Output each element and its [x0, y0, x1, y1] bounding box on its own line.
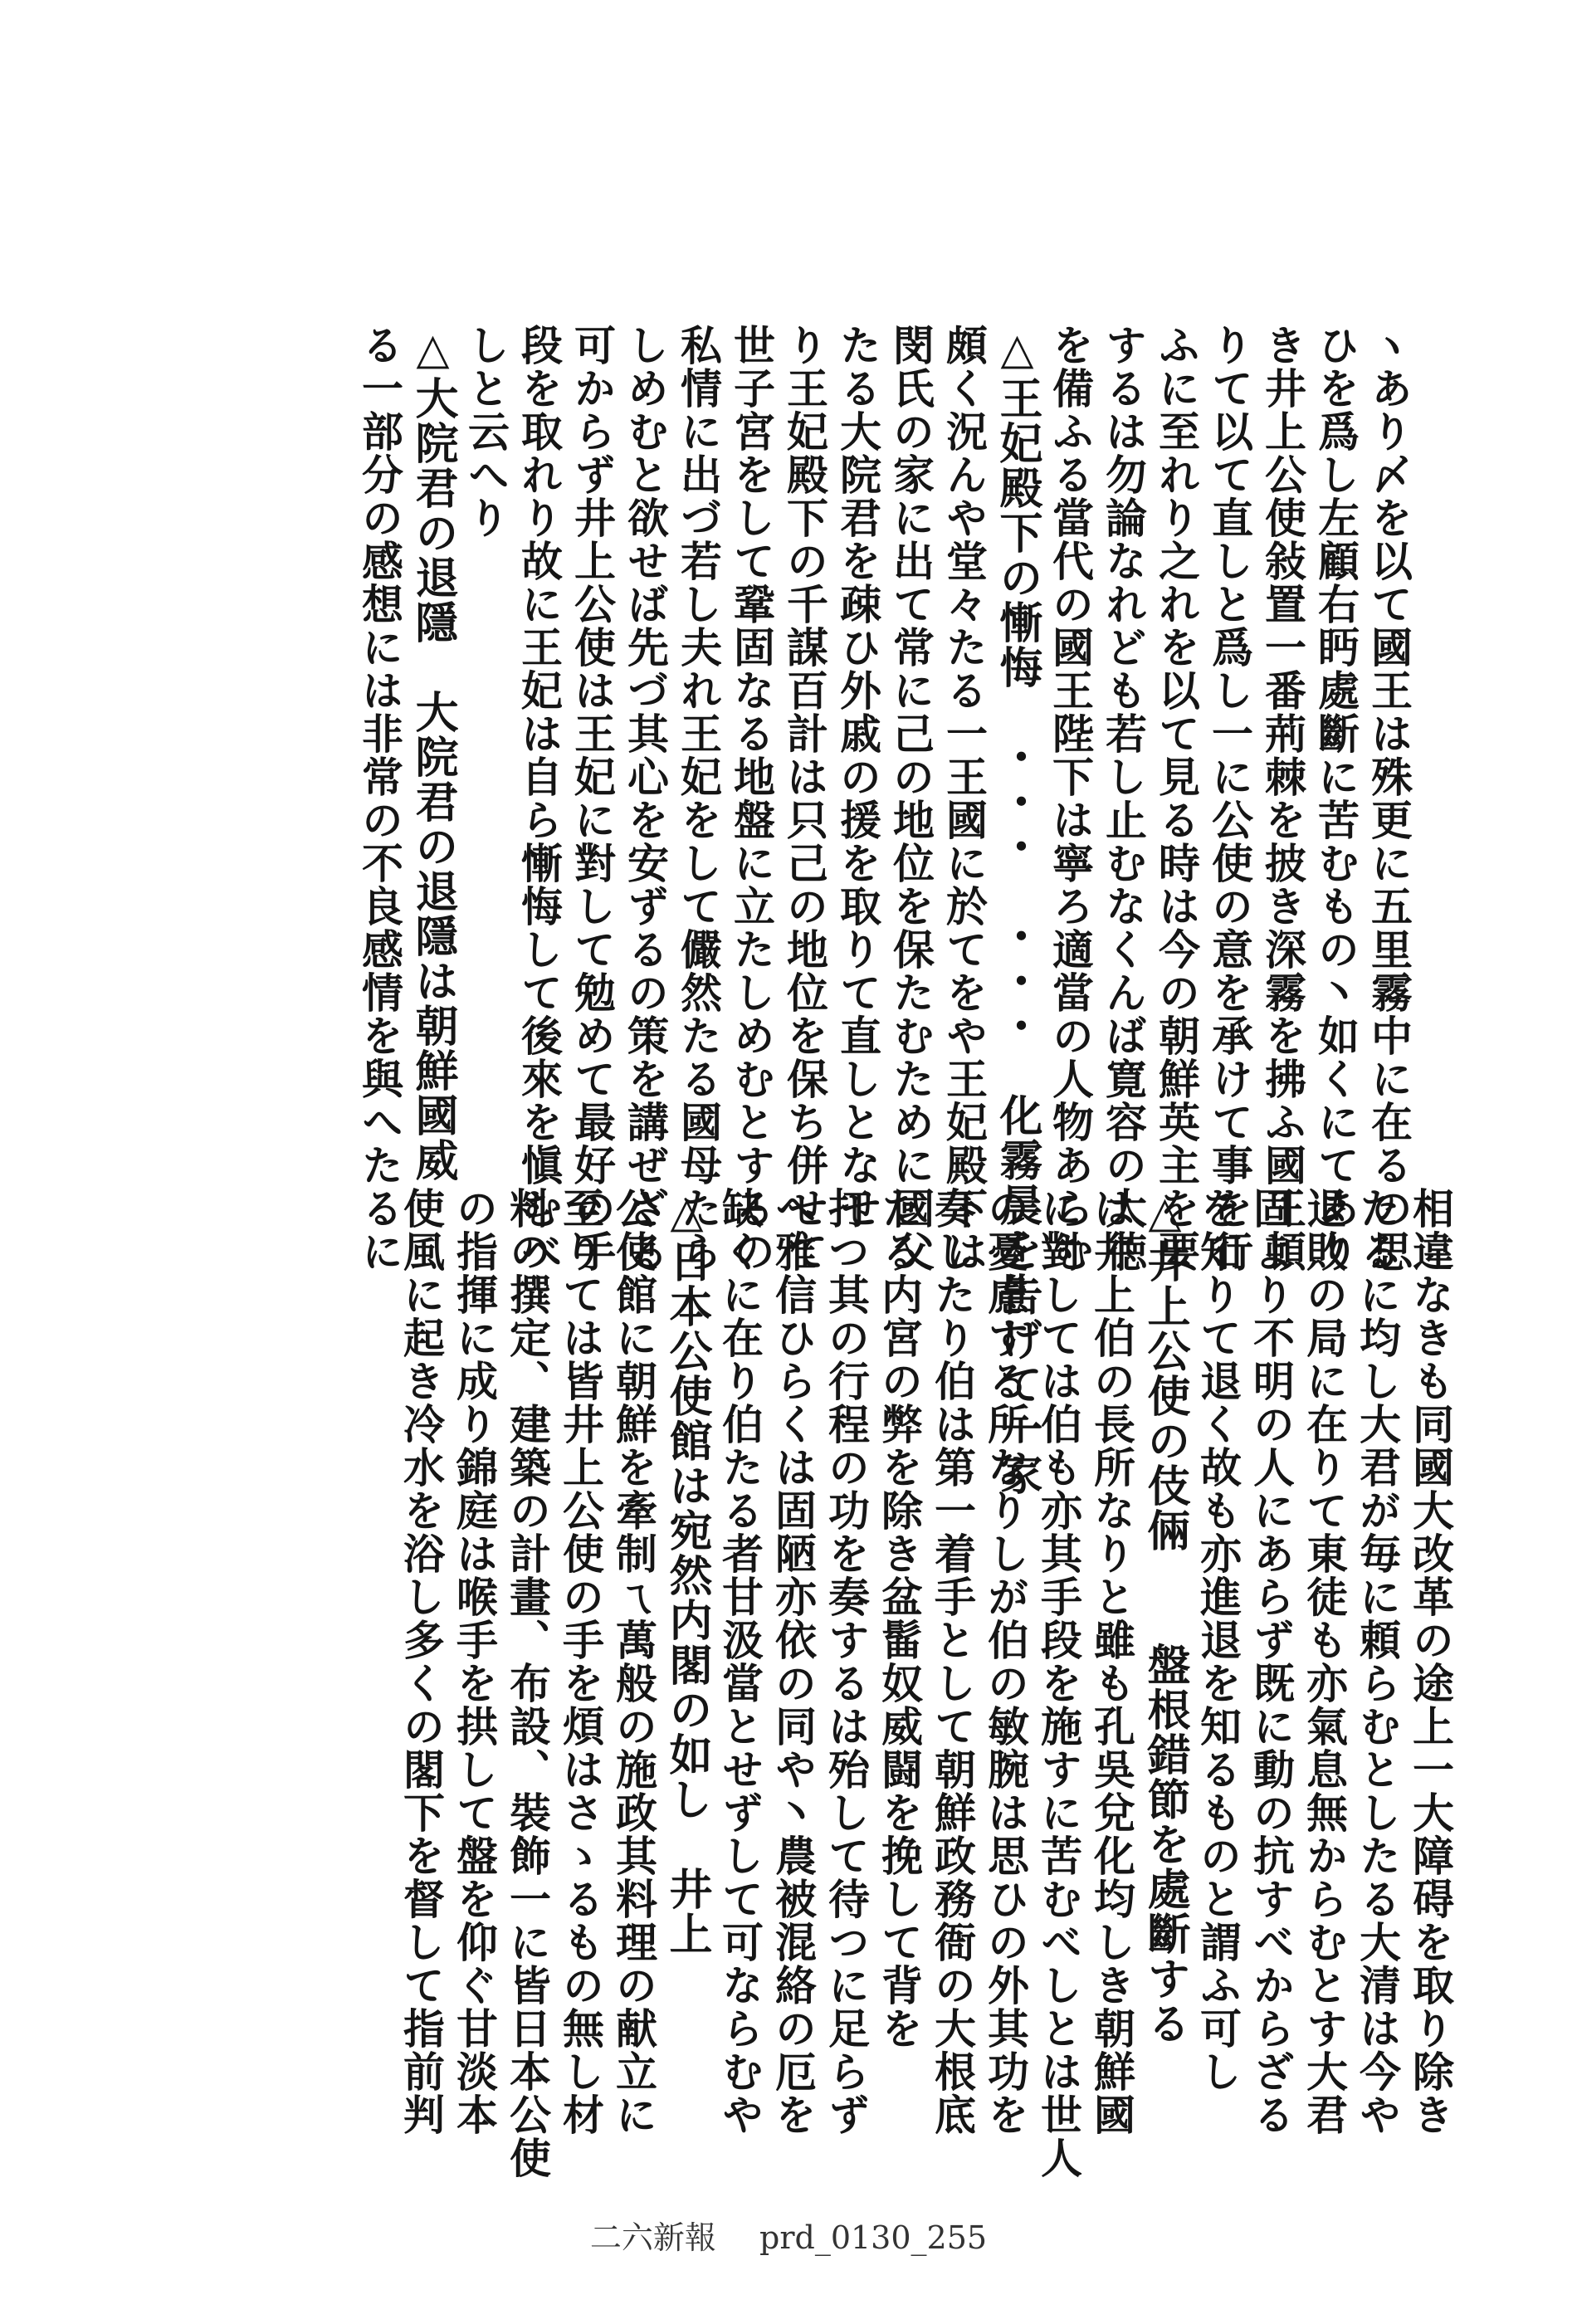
text-column: 固より不明の人にあらず既に動の抗すべからざる: [1247, 1187, 1296, 2136]
caption-code: prd_0130_255: [759, 2219, 988, 2256]
text-column: 退敗の局に在りて東徒も亦氣息無からむとす大君: [1300, 1187, 1349, 2136]
text-column: 奏したり伯は第一着手として朝鮮政務衙の大根底: [928, 1187, 977, 2136]
text-column: たるに均し大君が毎に頼らむとしたる大清は今や: [1353, 1187, 1402, 2136]
text-column: 閔氏の家に出て常に己の地位を保たむために國父: [886, 324, 935, 1273]
text-column: 打つ其の行程の功を奏するは殆して待つに足らず: [822, 1187, 871, 2136]
text-column: りて以て直しと爲し一に公使の意を承けて事を行: [1205, 324, 1254, 1273]
text-column: 料の撰定、建築の計畫、布設、裝飾一に皆日本公使: [503, 1187, 552, 2180]
text-column: 至りては皆井上公使の手を煩はさゝるもの無し材: [556, 1187, 605, 2136]
text-column: 頗く況んや堂々たる一王國に於てをや王妃殿下は: [940, 324, 989, 1273]
text-column: 私情に出づ若し夫れ王妃をして儼然たる國母たら: [674, 324, 723, 1273]
text-column: しと云へり: [461, 324, 510, 540]
section-heading-column: △井上公使の伎倆 盤根錯節を處斷する: [1140, 1187, 1190, 2046]
text-column: 缺くに在り伯たる者甘汲當とせずして可ならむや: [715, 1187, 764, 2136]
text-column: ヽあり〆を以て國王は殊更に五里霧中に在るの思: [1365, 324, 1413, 1273]
text-column: に對しては伯も亦其手段を施すに苦むべしとは世人: [1034, 1187, 1083, 2180]
section-heading-column: △大院君の退隱 大院君の退隱は朝鮮國威: [408, 324, 458, 1183]
text-column: するは勿論なれども若し止むなくんば寛容の大徳: [1099, 324, 1148, 1273]
text-column: 公使館に朝鮮を牽制ㄟ萬般の施政其料理の献立に: [609, 1187, 658, 2136]
text-column: たる内宮の弊を除き盆髷奴威闘を挽して背を: [875, 1187, 924, 2050]
text-column: き井上公使敍置一番荊棘を披き深霧を拂ふ國王頓: [1258, 324, 1307, 1273]
text-column: 相違なきも同國大改革の途上一大障碍を取り除き: [1406, 1187, 1455, 2136]
text-column: 世子宮をして鞏固なる地盤に立たしめむとするの: [727, 324, 776, 1273]
section-heading-column: △日本公使館は宛然内閣の如し 井上: [662, 1187, 712, 1956]
text-column: り王妃殿下の千謀百計は只己の地位を保ち併せて: [780, 324, 829, 1273]
text-column: を備ふる當代の國王陛下は寧ろ適當の人物あらむ: [1046, 324, 1095, 1273]
text-column: を知りて退く故も亦進退を知るものと謂ふ可し: [1194, 1187, 1243, 2093]
text-column: の憂慮する所なりしが伯の敏腕は思ひの外其功を: [981, 1187, 1030, 2136]
article-block-top: [270, 324, 1415, 1496]
text-column: は井上伯の長所なりと雖も孔吳兌化均しき朝鮮國: [1087, 1187, 1136, 2136]
text-column: 段を取れり故に王妃は自ら慚悔して後來を愼むべ: [515, 324, 564, 1273]
text-column: 可からず井上公使は王妃に對して勉めて最好の手: [568, 324, 617, 1273]
caption-title: 二六新報: [589, 2219, 716, 2256]
page-caption: [0, 2212, 1577, 2258]
text-column: 使風に起き冷水を浴し多くの閣下を督して指前判: [397, 1187, 446, 2136]
text-column: の指揮に成り錦庭は喉手を拱して盤を仰ぐ甘淡本: [450, 1187, 499, 2136]
text-column: ひを爲し左顧右眄處斷に苦むもの丶如くにてあり: [1311, 324, 1360, 1273]
text-column: へ雅信ひらくは固陋亦依の同や丶農被混絡の厄を: [769, 1187, 818, 2136]
text-column: しめむと欲せば先づ其心を安ずるの策を講ぜざる: [621, 324, 670, 1273]
text-column: る一部分の感想には非常の不良感情を與へたるに: [355, 324, 404, 1273]
section-heading-column: △王妃殿下の慚悔 ・・・ ・・・ 化霧晨を告げて一家: [992, 324, 1042, 1496]
text-column: たる大院君を疎ひ外戚の援を取りて直しとなせ: [833, 324, 882, 1230]
text-column: ふに至れり之れを以て見る時は今の朝鮮英主を要: [1152, 324, 1201, 1273]
article-block-bottom: [187, 1187, 1457, 2180]
